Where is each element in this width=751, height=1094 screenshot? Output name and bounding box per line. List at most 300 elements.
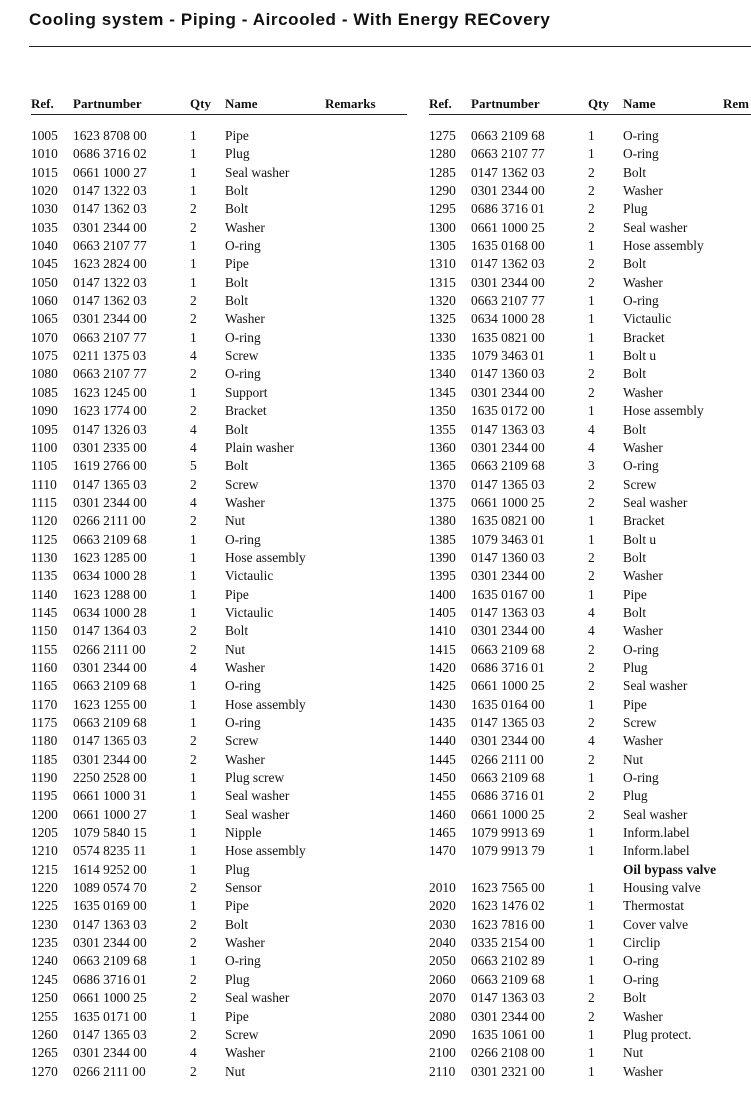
cell-ref: 1040 [31,238,58,254]
cell-name: Pipe [225,256,249,272]
cell-name: Pipe [623,586,647,602]
cell-qty: 1 [588,238,595,254]
cell-partnumber: 0663 2109 68 [471,641,545,657]
cell-qty: 2 [588,641,595,657]
cell-ref: 1270 [31,1063,58,1079]
cell-name: Seal washer [623,219,688,235]
cell-qty: 4 [588,421,595,437]
cell-name: O-ring [623,971,659,987]
cell-partnumber: 0147 1363 03 [471,990,545,1006]
cell-name: Washer [225,751,265,767]
cell-ref: 1305 [429,238,456,254]
cell-qty: 1 [190,678,197,694]
cell-partnumber: 0686 3716 01 [471,659,545,675]
cell-ref: 1020 [31,183,58,199]
cell-ref: 1105 [31,458,58,474]
cell-name: Bolt [225,916,249,932]
cell-partnumber: 1079 5840 15 [73,825,147,841]
cell-ref: 1080 [31,366,58,382]
cell-name: Screw [225,733,259,749]
cell-ref: 1175 [31,715,58,730]
cell-qty: 1 [588,880,595,896]
cell-ref: 1310 [429,256,456,272]
cell-qty: 1 [190,953,197,969]
cell-qty: 2 [588,678,595,694]
cell-qty: 2 [588,1008,595,1024]
cell-partnumber: 0266 2111 00 [73,641,146,657]
cell-ref: 1015 [31,164,58,180]
cell-name: Housing valve [623,880,701,896]
cell-partnumber: 0147 1363 03 [73,916,147,932]
cell-partnumber: 1623 1245 00 [73,384,147,400]
cell-partnumber: 0147 1363 03 [471,604,545,620]
cell-partnumber: 1614 9252 00 [73,861,147,877]
cell-partnumber: 0301 2344 00 [471,733,545,749]
cell-qty: 1 [588,146,595,162]
cell-partnumber: 0301 2344 00 [73,751,147,767]
cell-partnumber: 0301 2344 00 [471,568,545,584]
cell-name: Pipe [225,1008,249,1024]
cell-partnumber: 1635 1061 00 [471,1026,545,1042]
cell-ref: 2060 [429,971,456,987]
cell-partnumber: 1619 2766 00 [73,458,147,474]
cell-ref: 1470 [429,843,456,859]
cell-partnumber: 0147 1360 03 [471,549,545,565]
cell-qty: 1 [588,696,595,712]
cell-qty: 1 [588,1045,595,1061]
cell-qty: 2 [190,971,197,987]
cell-name: O-ring [623,293,659,309]
cell-qty: 4 [588,439,595,455]
cell-partnumber: 0147 1360 03 [471,366,545,382]
cell-qty: 2 [588,715,595,730]
cell-name: Victaulic [225,604,274,620]
cell-partnumber: 0663 2107 77 [73,366,147,382]
cell-ref: 1110 [31,476,57,492]
cell-ref: 1385 [429,531,456,547]
cell-ref: 1350 [429,403,456,419]
cell-ref: 1205 [31,825,58,841]
cell-partnumber: 0301 2344 00 [471,183,545,199]
cell-partnumber: 0301 2344 00 [73,219,147,235]
cell-qty: 2 [588,219,595,235]
cell-partnumber: 0663 2109 68 [471,458,545,474]
cell-qty: 1 [190,329,197,345]
cell-ref: 1315 [429,274,456,290]
cell-qty: 1 [588,953,595,969]
header-ref: Ref. [31,96,54,111]
cell-partnumber: 1079 9913 69 [471,825,545,841]
cell-name: Plug [623,201,648,217]
header-qty: Qty [588,96,609,111]
cell-partnumber: 0147 1322 03 [73,183,147,199]
cell-name: Victaulic [623,311,672,327]
cell-ref: 1240 [31,953,58,969]
cell-ref: 1085 [31,384,58,400]
cell-partnumber: 0147 1365 03 [73,1026,147,1042]
cell-ref: 1415 [429,641,456,657]
cell-name: Plug [225,146,250,162]
cell-partnumber: 0301 2344 00 [73,935,147,951]
cell-name: Washer [623,183,663,199]
cell-qty: 1 [190,128,197,143]
cell-ref: 2050 [429,953,456,969]
cell-partnumber: 0663 2109 68 [73,715,147,730]
cell-partnumber: 0663 2107 77 [73,238,147,254]
cell-name: Bolt [623,421,647,437]
cell-name: Washer [623,384,663,400]
cell-qty: 1 [190,586,197,602]
cell-partnumber: 1635 0172 00 [471,403,545,419]
cell-name: O-ring [623,770,659,786]
cell-partnumber: 0301 2344 00 [471,274,545,290]
cell-ref: 1355 [429,421,456,437]
cell-name: Seal washer [623,678,688,694]
cell-qty: 4 [588,733,595,749]
cell-partnumber: 0661 1000 25 [471,219,545,235]
cell-partnumber: 0301 2344 00 [73,311,147,327]
cell-ref: 1125 [31,531,58,547]
cell-name: Seal washer [225,788,290,804]
cell-ref: 1230 [31,916,58,932]
cell-ref: 1220 [31,880,58,896]
cell-qty: 4 [190,439,197,455]
cell-partnumber: 1623 2824 00 [73,256,147,272]
cell-name: Bolt u [623,531,657,547]
cell-qty: 4 [190,659,197,675]
cell-name: Seal washer [623,494,688,510]
header-remarks: Remarks [325,96,376,111]
cell-name: Pipe [225,586,249,602]
cell-qty: 2 [588,256,595,272]
cell-partnumber: 0663 2109 68 [73,678,147,694]
cell-qty: 2 [190,733,197,749]
cell-qty: 2 [588,201,595,217]
cell-partnumber: 0663 2102 89 [471,953,545,969]
cell-ref: 1410 [429,623,456,639]
cell-partnumber: 1635 0821 00 [471,329,545,345]
cell-ref: 1465 [429,825,456,841]
cell-qty: 1 [190,770,197,786]
header-divider [31,114,407,115]
cell-qty: 1 [588,825,595,841]
cell-qty: 4 [190,494,197,510]
cell-qty: 1 [190,531,197,547]
cell-name: O-ring [623,641,659,657]
cell-qty: 2 [190,880,197,896]
cell-partnumber: 1079 3463 01 [471,348,545,364]
cell-qty: 2 [588,274,595,290]
cell-partnumber: 0686 3716 01 [471,201,545,217]
cell-name: Plug [623,659,648,675]
cell-ref: 1215 [31,861,58,877]
cell-qty: 1 [190,861,197,877]
cell-partnumber: 0663 2109 68 [471,128,545,143]
cell-ref: 1235 [31,935,58,951]
cell-partnumber: 0147 1365 03 [73,476,147,492]
cell-qty: 1 [588,916,595,932]
cell-partnumber: 0574 8235 11 [73,843,147,859]
cell-ref: 1145 [31,604,58,620]
cell-qty: 2 [190,403,197,419]
cell-partnumber: 0147 1364 03 [73,623,147,639]
cell-partnumber: 0147 1322 03 [73,274,147,290]
cell-qty: 1 [588,311,595,327]
cell-ref: 1430 [429,696,456,712]
cell-qty: 2 [190,1026,197,1042]
cell-name: Hose assembly [225,549,306,565]
cell-ref: 1455 [429,788,456,804]
cell-partnumber: 0686 3716 01 [471,788,545,804]
cell-partnumber: 0266 2111 00 [73,1063,146,1079]
cell-name: Nut [225,1063,246,1079]
cell-qty: 2 [190,219,197,235]
cell-partnumber: 0147 1362 03 [471,256,545,272]
cell-partnumber: 1635 0169 00 [73,898,147,914]
cell-ref: 1120 [31,513,58,529]
cell-qty: 1 [190,238,197,254]
cell-qty: 1 [588,935,595,951]
cell-ref: 1335 [429,348,456,364]
cell-ref: 1050 [31,274,58,290]
cell-qty: 2 [190,916,197,932]
cell-partnumber: 2250 2528 00 [73,770,147,786]
cell-name: O-ring [623,128,659,143]
cell-ref: 2110 [429,1063,456,1079]
cell-name: O-ring [225,329,261,345]
cell-name: Screw [623,715,657,730]
header-partnumber: Partnumber [471,96,540,111]
cell-qty: 1 [588,1026,595,1042]
cell-name: Screw [225,1026,259,1042]
cell-ref: 1100 [31,439,58,455]
cell-qty: 1 [588,1063,595,1079]
cell-partnumber: 0301 2344 00 [471,1008,545,1024]
cell-name: Seal washer [225,990,290,1006]
cell-partnumber: 0634 1000 28 [73,568,147,584]
cell-qty: 1 [190,384,197,400]
cell-ref: 1260 [31,1026,58,1042]
cell-partnumber: 0663 2107 77 [471,293,545,309]
cell-name: Bolt [623,256,647,272]
cell-partnumber: 0661 1000 25 [471,494,545,510]
cell-partnumber: 1623 1285 00 [73,549,147,565]
cell-name: Plug screw [225,770,285,786]
cell-qty: 1 [588,293,595,309]
cell-partnumber: 0686 3716 02 [73,146,147,162]
cell-name: Nut [623,1045,644,1061]
cell-partnumber: 0663 2107 77 [73,329,147,345]
cell-qty: 2 [588,806,595,822]
cell-qty: 2 [190,366,197,382]
cell-ref: 1005 [31,128,58,143]
cell-qty: 4 [588,604,595,620]
cell-ref: 1170 [31,696,58,712]
cell-ref: 1010 [31,146,58,162]
cell-ref: 1325 [429,311,456,327]
cell-partnumber: 0301 2344 00 [471,439,545,455]
cell-name: Hose assembly [225,843,306,859]
cell-name: Bracket [225,403,267,419]
cell-qty: 1 [190,604,197,620]
cell-qty: 1 [588,586,595,602]
cell-ref: 1420 [429,659,456,675]
cell-qty: 1 [190,898,197,914]
cell-name: Washer [225,494,265,510]
cell-name: Inform.label [623,825,690,841]
cell-name: Plain washer [225,439,294,455]
cell-ref: 2090 [429,1026,456,1042]
cell-partnumber: 0301 2344 00 [471,623,545,639]
cell-partnumber: 0147 1362 03 [471,164,545,180]
cell-qty: 1 [588,128,595,143]
cell-ref: 1245 [31,971,58,987]
cell-qty: 1 [588,403,595,419]
cell-qty: 1 [588,513,595,529]
cell-qty: 4 [588,623,595,639]
cell-name: O-ring [225,715,261,730]
cell-partnumber: 1623 8708 00 [73,128,147,143]
cell-name: Bolt [225,201,249,217]
cell-partnumber: 0147 1365 03 [73,733,147,749]
cell-name: Screw [623,476,657,492]
cell-name: Plug protect. [623,1026,692,1042]
cell-qty: 1 [190,1008,197,1024]
cell-qty: 4 [190,421,197,437]
cell-partnumber: 0661 1000 27 [73,164,147,180]
cell-name: Inform.label [623,843,690,859]
cell-name: O-ring [225,953,261,969]
cell-partnumber: 0147 1326 03 [73,421,147,437]
cell-partnumber: 0301 2344 00 [73,659,147,675]
cell-partnumber: 0301 2321 00 [471,1063,545,1079]
cell-name: Bolt [623,549,647,565]
cell-ref: 1060 [31,293,58,309]
cell-ref: 1225 [31,898,58,914]
cell-name: Hose assembly [225,696,306,712]
cell-partnumber: 0147 1365 03 [471,715,545,730]
header-name: Name [623,96,656,111]
cell-qty: 2 [588,366,595,382]
cell-name: Circlip [623,935,661,951]
cell-qty: 2 [190,623,197,639]
cell-partnumber: 0686 3716 01 [73,971,147,987]
cell-name: O-ring [623,146,659,162]
cell-name: O-ring [623,458,659,474]
cell-name: Nut [225,513,246,529]
cell-qty: 2 [588,384,595,400]
cell-partnumber: 0663 2109 68 [471,971,545,987]
cell-partnumber: 0661 1000 25 [73,990,147,1006]
cell-partnumber: 0663 2109 68 [471,770,545,786]
cell-ref: 1155 [31,641,58,657]
cell-partnumber: 0661 1000 31 [73,788,147,804]
cell-qty: 2 [190,476,197,492]
cell-partnumber: 0663 2109 68 [73,531,147,547]
cell-qty: 1 [588,348,595,364]
cell-partnumber: 0634 1000 28 [471,311,545,327]
cell-partnumber: 0266 2108 00 [471,1045,545,1061]
cell-ref: 1320 [429,293,456,309]
cell-ref: 1370 [429,476,456,492]
cell-partnumber: 1623 7565 00 [471,880,545,896]
cell-qty: 1 [190,788,197,804]
cell-name: Washer [623,1063,663,1079]
cell-ref: 1210 [31,843,58,859]
cell-qty: 1 [190,549,197,565]
cell-qty: 1 [190,715,197,730]
cell-name: Victaulic [225,568,274,584]
cell-partnumber: 1623 1255 00 [73,696,147,712]
cell-ref: 1290 [429,183,456,199]
cell-partnumber: 0266 2111 00 [73,513,146,529]
cell-ref: 1190 [31,770,58,786]
cell-ref: 1030 [31,201,58,217]
cell-ref: 1295 [429,201,456,217]
cell-qty: 2 [588,549,595,565]
cell-qty: 4 [190,348,197,364]
cell-name: Nut [623,751,644,767]
cell-partnumber: 0147 1363 03 [471,421,545,437]
cell-name: Washer [623,1008,663,1024]
cell-ref: 1095 [31,421,58,437]
cell-qty: 2 [588,659,595,675]
cell-qty: 4 [190,1045,197,1061]
cell-ref: 1425 [429,678,456,694]
cell-qty: 2 [190,751,197,767]
cell-partnumber: 0634 1000 28 [73,604,147,620]
cell-partnumber: 0266 2111 00 [471,751,544,767]
cell-ref: 1135 [31,568,58,584]
cell-qty: 5 [190,458,197,474]
cell-qty: 2 [588,164,595,180]
cell-name: Seal washer [225,806,290,822]
cell-partnumber: 1623 1288 00 [73,586,147,602]
cell-partnumber: 1635 0171 00 [73,1008,147,1024]
cell-name: Pipe [623,696,647,712]
cell-name: Hose assembly [623,238,704,254]
cell-name: Hose assembly [623,403,704,419]
cell-name: O-ring [225,366,261,382]
cell-ref: 1200 [31,806,58,822]
header-ref: Ref. [429,96,452,111]
cell-ref: 2100 [429,1045,456,1061]
cell-name: Plug [623,788,648,804]
cell-name: Bolt [225,293,249,309]
cell-qty: 1 [588,971,595,987]
cell-qty: 2 [588,183,595,199]
cell-partnumber: 1089 0574 70 [73,880,147,896]
cell-ref: 1360 [429,439,456,455]
cell-partnumber: 0301 2344 00 [73,494,147,510]
cell-qty: 1 [588,531,595,547]
cell-name: Seal washer [225,164,290,180]
cell-qty: 2 [190,311,197,327]
cell-name: Pipe [225,898,249,914]
cell-name: O-ring [225,678,261,694]
cell-qty: 2 [588,990,595,1006]
cell-name: Screw [225,476,259,492]
cell-name: Washer [225,311,265,327]
cell-partnumber: 1635 0164 00 [471,696,545,712]
cell-qty: 1 [190,164,197,180]
cell-ref: 1375 [429,494,456,510]
cell-ref: 1285 [429,164,456,180]
cell-name: Oil bypass valve [623,861,717,877]
cell-ref: 1065 [31,311,58,327]
cell-ref: 2010 [429,880,456,896]
cell-ref: 1400 [429,586,456,602]
